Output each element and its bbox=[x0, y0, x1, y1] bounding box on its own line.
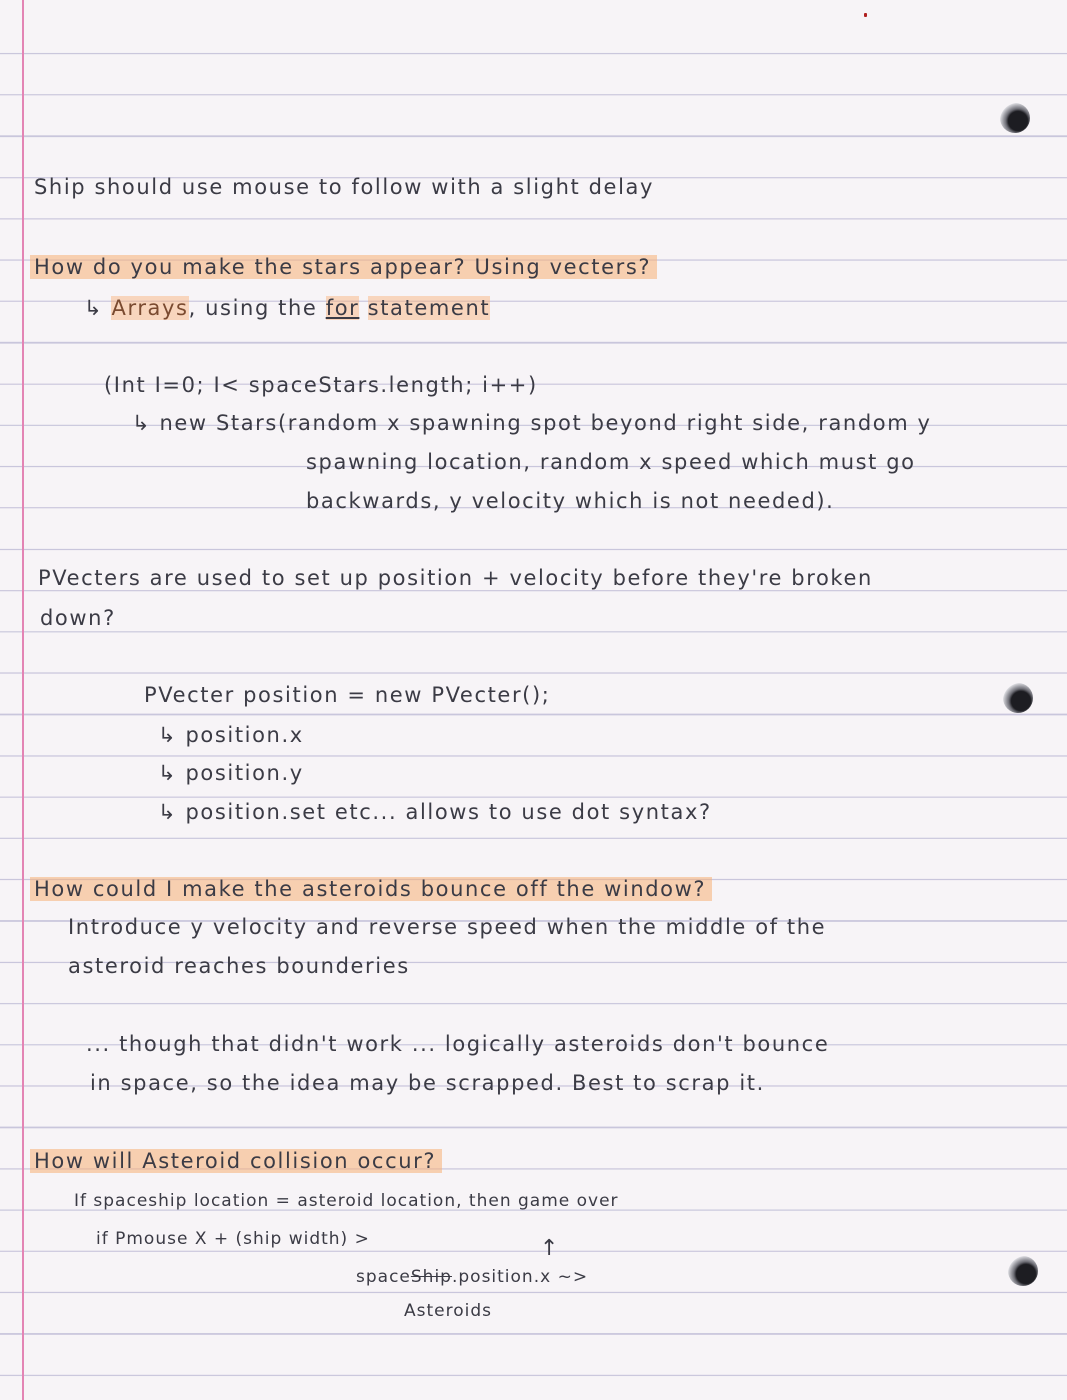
note-line: Asteroids bbox=[404, 1301, 492, 1321]
highlighted-word: statement bbox=[367, 296, 491, 320]
note-line: if Pmouse X + (ship width) > bbox=[96, 1229, 370, 1249]
highlighted-question: How will Asteroid collision occur? bbox=[30, 1149, 442, 1173]
heading-asteroids-bounce bbox=[30, 874, 712, 904]
note-text: space bbox=[356, 1267, 411, 1287]
note-line bbox=[84, 293, 490, 323]
highlighted-question: How do you make the stars appear? Using vecters? bbox=[30, 255, 657, 279]
note-line: in space, so the idea may be scrapped. Best to scrap it. bbox=[90, 1071, 765, 1095]
struck-word: Ship bbox=[410, 1267, 452, 1287]
highlighted-word: for bbox=[325, 296, 360, 320]
binder-hole-bottom bbox=[1008, 1256, 1038, 1286]
note-line: PVecters are used to set up position + velocity before they're broken bbox=[38, 566, 873, 590]
code-line: ↳ position.y bbox=[158, 761, 304, 785]
note-line: down? bbox=[40, 606, 116, 630]
note-line: If spaceship location = asteroid location, then game over bbox=[74, 1191, 619, 1211]
note-line: asteroid reaches bounderies bbox=[68, 954, 410, 978]
note-text: .position.x bbox=[451, 1267, 552, 1287]
code-line: PVecter position = new PVecter(); bbox=[144, 683, 551, 707]
note-text: , using the bbox=[188, 296, 318, 320]
note-line: Introduce y velocity and reverse speed when the middle of the bbox=[68, 915, 827, 939]
heading-collision bbox=[30, 1146, 442, 1176]
highlighted-word: Arrays bbox=[111, 296, 189, 320]
highlighted-question: How could I make the asteroids bounce off the window? bbox=[30, 877, 712, 901]
code-line: ↳ position.x bbox=[158, 723, 304, 747]
code-line: (Int I=0; I< spaceStars.length; i++) bbox=[104, 373, 538, 397]
note-line: spawning location, random x speed which must go bbox=[306, 450, 916, 474]
binder-hole-top bbox=[1000, 103, 1030, 133]
binder-hole-middle bbox=[1003, 683, 1033, 713]
up-arrow-icon: ↑ bbox=[540, 1236, 559, 1261]
ink-dot bbox=[864, 13, 867, 17]
heading-stars bbox=[30, 252, 657, 282]
arrow-glyph: ↳ bbox=[84, 296, 104, 320]
margin-line bbox=[22, 0, 24, 1400]
code-line: ↳ position.set etc... allows to use dot syntax? bbox=[158, 800, 712, 824]
note-line: Ship should use mouse to follow with a slight delay bbox=[34, 175, 655, 199]
note-line: ... though that didn't work ... logically asteroids don't bounce bbox=[86, 1032, 830, 1056]
squiggle-arrow: ~> bbox=[557, 1267, 589, 1287]
note-line: ↳ new Stars(random x spawning spot beyond right side, random y bbox=[132, 411, 932, 435]
note-line bbox=[356, 1262, 588, 1292]
note-line: backwards, y velocity which is not needed). bbox=[306, 489, 835, 513]
